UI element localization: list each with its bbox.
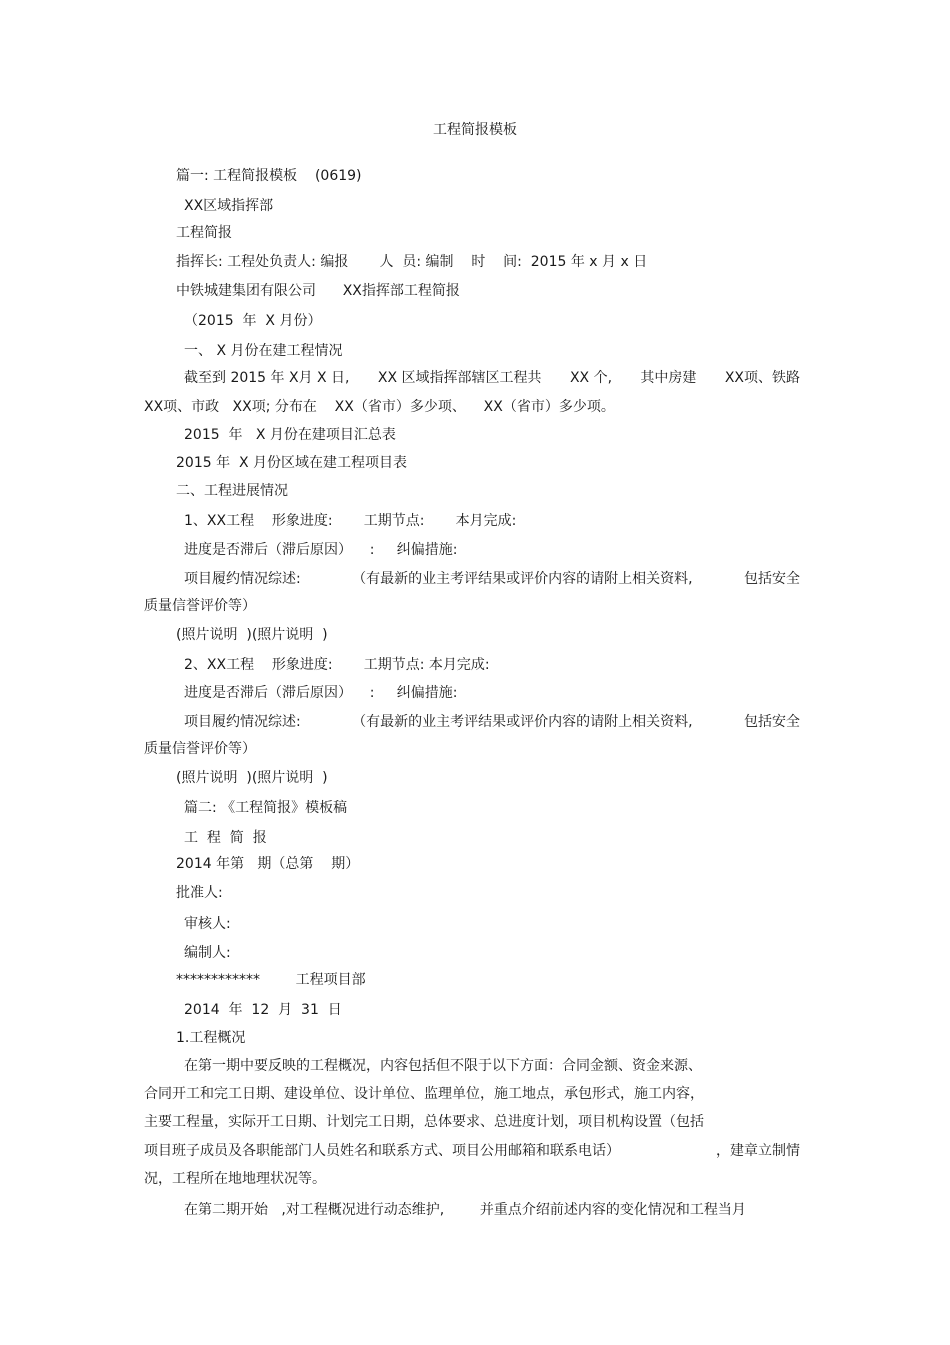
- section-heading: 二、工程进展情况: [176, 483, 288, 499]
- document-title: 工程简报模板: [433, 122, 517, 138]
- text-segment: ，建章立制情: [716, 1143, 800, 1159]
- text-segment: 包括安全: [743, 571, 800, 587]
- text-line: 批准人:: [176, 885, 223, 901]
- section-heading: 篇二: 《工程简报》模板稿: [184, 800, 348, 816]
- text-segment: （有最新的业主考评结果或评价内容的请附上相关资料,: [352, 571, 693, 587]
- text-segment: XX 区域指挥部辖区工程共: [377, 370, 542, 386]
- text-line: 进度是否滞后（滞后原因） : 纠偏措施:: [184, 685, 458, 701]
- justified-line: [184, 712, 800, 732]
- text-segment: 项目班子成员及各职能部门人员姓名和联系方式、项目公用邮箱和联系电话）: [144, 1143, 620, 1159]
- text-line: XX区域指挥部: [184, 198, 274, 214]
- justified-line: [184, 569, 800, 589]
- text-line: 2014 年 12 月 31 日: [184, 1002, 342, 1018]
- text-line: 质量信誉评价等）: [144, 598, 256, 614]
- text-segment: 包括安全: [743, 714, 800, 730]
- text-line: 编制人:: [184, 945, 231, 961]
- text-line: 在第一期中要反映的工程概况，内容包括但不限于以下方面：合同金额、资金来源、: [184, 1058, 702, 1074]
- text-line: 合同开工和完工日期、建设单位、设计单位、监理单位，施工地点，承包形式，施工内容，: [144, 1086, 704, 1102]
- text-segment: （有最新的业主考评结果或评价内容的请附上相关资料,: [352, 714, 693, 730]
- justified-line: [144, 1141, 800, 1161]
- text-segment: 截至到 2015 年 X月 X 日,: [184, 370, 350, 386]
- text-segment: 其中房建: [640, 370, 697, 386]
- justified-line: [184, 368, 800, 388]
- text-segment: 项目履约情况综述:: [184, 571, 301, 587]
- text-line: 1、XX工程 形象进度: 工期节点: 本月完成:: [184, 513, 517, 529]
- text-line: 在第二期开始 ,对工程概况进行动态维护, 并重点介绍前述内容的变化情况和工程当月: [184, 1202, 746, 1218]
- text-line: 进度是否滞后（滞后原因） : 纠偏措施:: [184, 542, 458, 558]
- text-line: 2015 年 X 月份区域在建工程项目表: [176, 455, 408, 471]
- text-line: 主要工程量，实际开工日期、计划完工日期，总体要求、总进度计划，项目机构设置（包括: [144, 1114, 704, 1130]
- text-line: XX项、市政 XX项; 分布在 XX（省市）多少项、 XX（省市）多少项。: [144, 399, 615, 415]
- text-line: 2、XX工程 形象进度: 工期节点: 本月完成:: [184, 657, 490, 673]
- text-segment: XX项、铁路: [724, 370, 800, 386]
- section-heading: 1.工程概况: [176, 1030, 246, 1046]
- text-segment: 项目履约情况综述:: [184, 714, 301, 730]
- text-line: 质量信誉评价等）: [144, 741, 256, 757]
- text-line: 况，工程所在地地理状况等。: [144, 1171, 326, 1187]
- text-line: 中铁城建集团有限公司 XX指挥部工程简报: [176, 283, 460, 299]
- text-line: 工 程 简 报: [184, 830, 267, 846]
- section-heading: 一、 X 月份在建工程情况: [184, 343, 343, 359]
- text-line: 工程简报: [176, 225, 232, 241]
- text-line: ************ 工程项目部: [176, 972, 366, 988]
- text-line: （2015 年 X 月份）: [184, 313, 322, 329]
- text-segment: XX 个,: [569, 370, 613, 386]
- text-line: (照片说明 )(照片说明 ): [176, 770, 328, 786]
- text-line: 2014 年第 期（总第 期）: [176, 856, 360, 872]
- text-line: (照片说明 )(照片说明 ): [176, 627, 328, 643]
- text-line: 指挥长: 工程处负责人: 编报 人 员: 编制 时 间: 2015 年 x 月 x 日: [176, 254, 648, 270]
- text-line: 审核人:: [184, 916, 231, 932]
- text-line: 篇一: 工程简报模板 (0619): [176, 168, 362, 184]
- text-line: 2015 年 X 月份在建项目汇总表: [184, 427, 396, 443]
